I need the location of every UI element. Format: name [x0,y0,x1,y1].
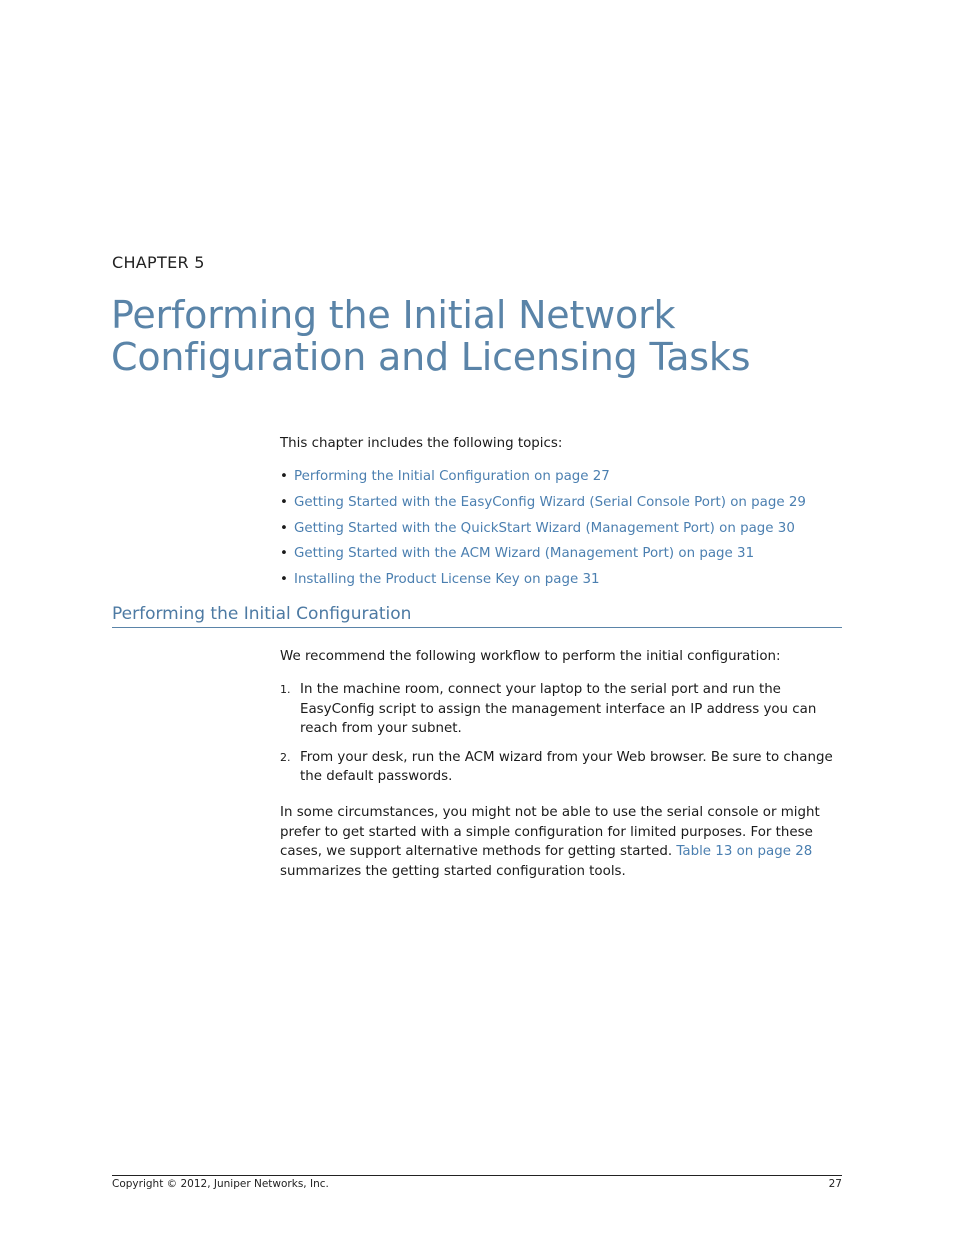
footer-divider [112,1175,842,1176]
topic-link-license-key[interactable]: Installing the Product License Key on page 31 [294,572,600,588]
bullet-icon: • [280,520,288,536]
topic-item [280,493,806,519]
topic-link-easyconfig-wizard[interactable]: Getting Started with the EasyConfig Wizard (Serial Console Port) on page 29 [294,494,806,510]
topic-item [280,544,806,570]
bullet-icon: • [280,469,288,484]
topic-item [280,570,806,596]
topic-item [280,519,806,545]
circumstances-text-end: summarizes the getting started configuration tools. [280,863,626,879]
intro-text: This chapter includes the following topics: [280,436,563,451]
section-heading: Performing the Initial Configuration [112,603,842,628]
topic-link-initial-configuration[interactable]: Performing the Initial Configuration on page 27 [294,469,610,484]
topic-list [280,467,806,596]
bullet-icon: • [280,494,288,510]
table-13-link[interactable]: Table 13 on page 28 [676,844,813,859]
chapter-title: Performing the Initial Network Configuration and Licensing Tasks [111,293,751,379]
step-text: From your desk, run the ACM wizard from your Web browser. Be sure to change the default passwords. [300,749,833,784]
step-text: In the machine room, connect your laptop to the serial port and run the EasyConfig script to assign the management interface an IP address you can reach from your subnet. [300,682,817,736]
footer-page-number: 27 [828,1178,842,1190]
bullet-icon: • [280,572,288,588]
topic-item [280,467,806,493]
step-number: 2. [280,750,291,764]
recommend-text: We recommend the following workflow to perform the initial configuration: [280,649,781,664]
chapter-label: CHAPTER 5 [112,253,205,272]
step-number: 1. [280,683,291,696]
footer-copyright: Copyright © 2012, Juniper Networks, Inc. [112,1178,329,1190]
workflow-steps [280,680,840,796]
circumstances-text: In some circumstances, you might not be able to use the serial console or might prefer to get started with a simple configuration for limited purposes. For these cases, we support alternative methods for getting started. [280,805,820,859]
workflow-step [280,748,840,787]
topic-link-quickstart-wizard[interactable]: Getting Started with the QuickStart Wizard (Management Port) on page 30 [294,520,795,536]
circumstances-paragraph [280,803,840,881]
workflow-step [280,680,840,739]
topic-link-acm-wizard[interactable]: Getting Started with the ACM Wizard (Management Port) on page 31 [294,546,755,562]
bullet-icon: • [280,546,288,562]
